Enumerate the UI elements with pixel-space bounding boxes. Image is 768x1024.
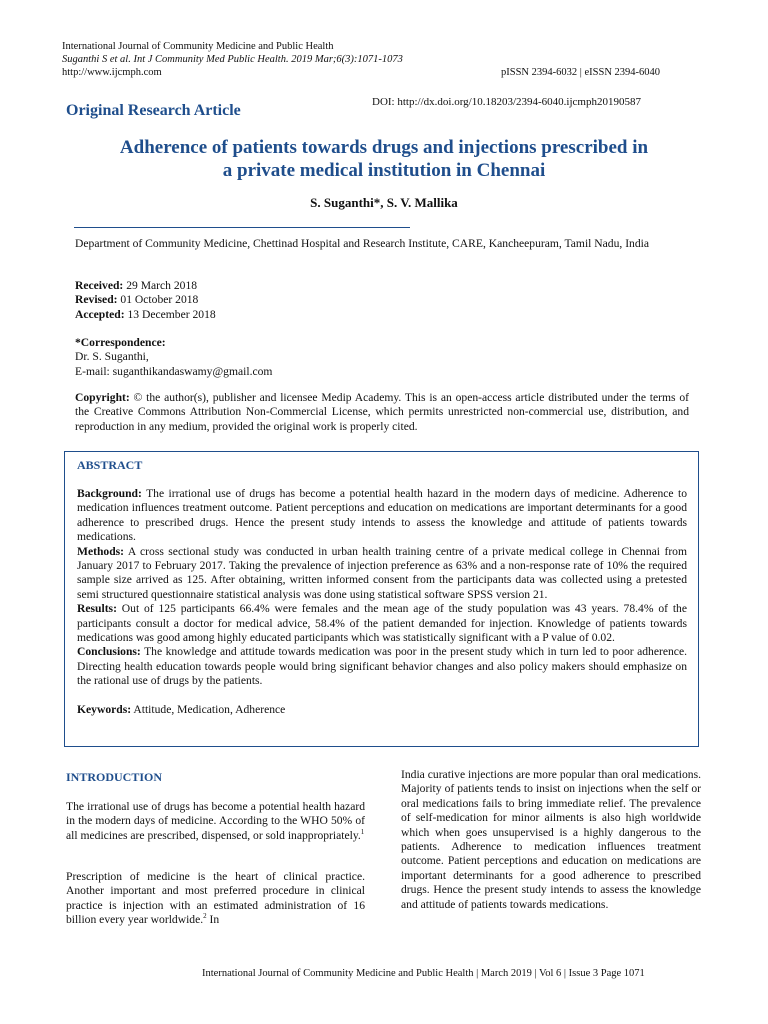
article-type: Original Research Article	[66, 102, 241, 119]
journal-name: International Journal of Community Medicine and Public Health	[62, 41, 334, 52]
citation: Suganthi S et al. Int J Community Med Public Health. 2019 Mar;6(3):1071-1073	[62, 54, 403, 65]
running-header	[62, 40, 482, 79]
page-footer: International Journal of Community Medicine and Public Health | March 2019 | Vol 6 | Issue 3 Page 1071	[202, 968, 645, 979]
introduction-heading: INTRODUCTION	[66, 770, 163, 784]
correspondence-email[interactable]: E-mail: suganthikandaswamy@gmail.com	[75, 364, 273, 378]
title-line-2: a private medical institution in Chennai	[222, 160, 546, 181]
abstract-results: Results: Out of 125 participants 66.4% were females and the mean age of the study population was 43 years. 78.4% of the participants consult a doctor for medical advice, 58.4% of the patient demanded for injection. Knowledge of patients towards medications was good among highly educated participants which was statistically significant with a P value of 0.02.	[77, 602, 687, 645]
correspondence	[75, 336, 475, 379]
article-title	[40, 136, 728, 182]
correspondence-name: Dr. S. Suganthi,	[75, 350, 149, 364]
accepted-date: Accepted: 13 December 2018	[75, 307, 216, 321]
intro-paragraph-right: India curative injections are more popular than oral medications. Majority of patients tends to insist on injections when the self or oral medications fails to bring immediate relief. The prevalence of self-medication for minor ailments is also high worldwide which when goes unsupervised is a highly dangerous to the patients. Adherence to medication influences treatment outcome. Patient perceptions and education on medications are important determinants for a good adherence to prescribed drugs. Hence the present study intends to assess the knowledge and attitude of patients towards medications.	[401, 768, 701, 911]
affiliation: Department of Community Medicine, Chettinad Hospital and Research Institute, CARE, Kancheepuram, Tamil Nadu, India	[75, 237, 650, 250]
intro-paragraph-1: The irrational use of drugs has become a potential health hazard in the modern days of medicine. According to the WHO 50% of all medicines are prescribed, dispensed, or sold inappropriately.$^1$	[66, 800, 365, 842]
abstract-background: Background: The irrational use of drugs has become a potential health hazard in the modern days of medicine. Adherence to medication influences treatment outcome. Patient perceptions and education on medications are important determinants for a good adherence to prescribed drugs. Hence the present study intends to assess the knowledge and attitude of patients towards medications.	[77, 487, 687, 544]
abstract-body	[77, 487, 687, 717]
received-date: Received: 29 March 2018	[75, 279, 198, 292]
divider	[74, 227, 410, 228]
abstract-heading: ABSTRACT	[77, 458, 143, 472]
abstract-conclusions: Conclusions: The knowledge and attitude towards medication was poor in the present study which in turn led to poor adherence. Directing health education towards people would bring significant behavior changes and also policy makers should emphasize on the rational use of drugs by the patients.	[77, 645, 687, 688]
abstract-keywords: Keywords: Attitude, Medication, Adherence	[77, 702, 286, 716]
article-dates	[75, 279, 475, 322]
authors: S. Suganthi*, S. V. Mallika	[310, 195, 458, 210]
abstract-methods: Methods: A cross sectional study was conducted in urban health training centre of a private medical college in Chennai from January 2017 to February 2017. Taking the prevalence of injection preference as 63% and a non-response rate of 10% the required sample size arrived as 125. After obtaining, written informed consent from the participants data was collected using a pretested semi structured questionnaire statistical analysis was done using statistical software SPSS version 21.	[77, 544, 687, 601]
journal-website[interactable]: http://www.ijcmph.com	[62, 67, 162, 78]
revised-date: Revised: 01 October 2018	[75, 293, 199, 307]
abstract-box	[64, 451, 699, 747]
intro-paragraph-2: Prescription of medicine is the heart of clinical practice. Another important and most preferred procedure in clinical practice is injection with an estimated administration of 16 billion every year worldwide.$^2$ In	[66, 870, 365, 927]
copyright-notice: Copyright: © the author(s), publisher and licensee Medip Academy. This is an open-access article distributed under the terms of the Creative Commons Attribution Non-Commercial License, which permits unrestricted non-commercial use, distribution, and reproduction in any medium, provided the original work is properly cited.	[75, 391, 689, 433]
correspondence-label: *Correspondence:	[75, 336, 166, 349]
issn: pISSN 2394-6032 | eISSN 2394-6040	[501, 67, 661, 78]
doi-link[interactable]: DOI: http://dx.doi.org/10.18203/2394-6040.ijcmph20190587	[372, 96, 641, 108]
title-line-1: Adherence of patients towards drugs and injections prescribed in	[119, 137, 649, 158]
